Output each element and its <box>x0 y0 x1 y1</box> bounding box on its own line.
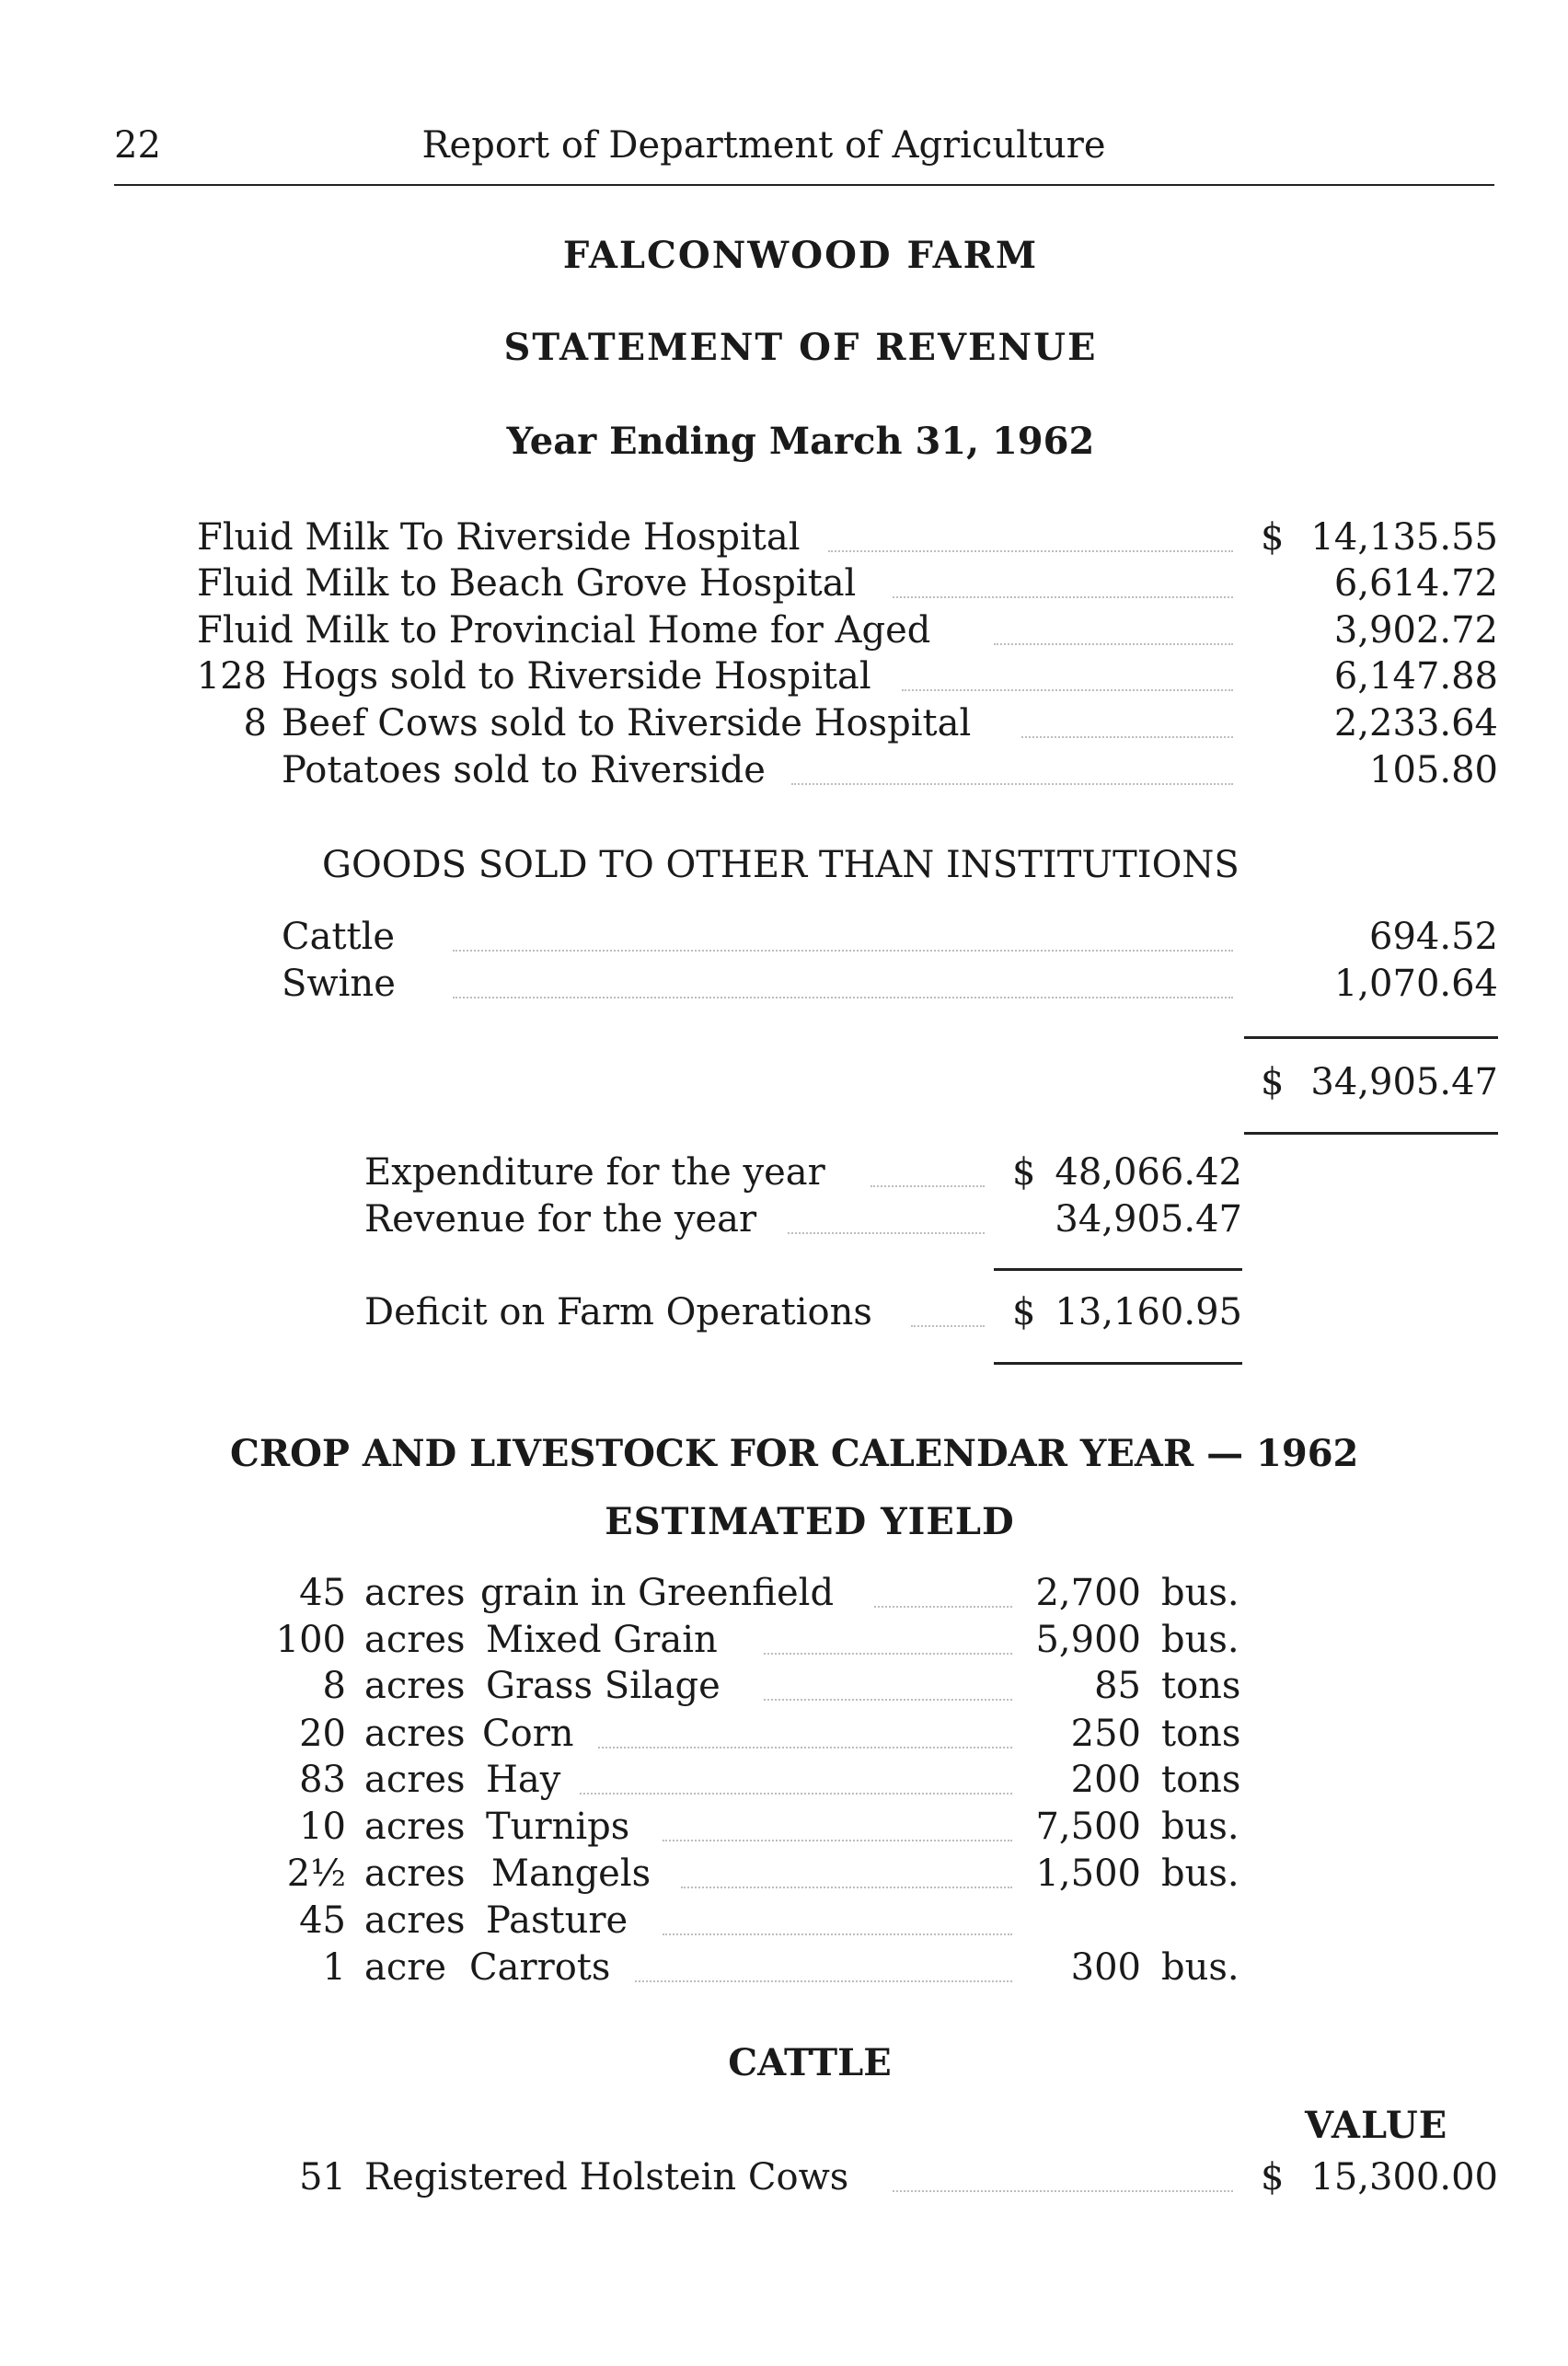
leader-dots <box>764 1653 1012 1655</box>
leader-dots <box>580 1793 1012 1795</box>
crop-acreage: 8 <box>322 1665 346 1707</box>
crop-yield-unit: tons <box>1161 1713 1241 1755</box>
leader-dots <box>598 1747 1012 1749</box>
revenue-desc: Beef Cows sold to Riverside Hospital <box>282 702 972 744</box>
revenue-amount: 2,233.64 <box>1333 702 1498 744</box>
revenue-amount: 6,614.72 <box>1333 562 1498 605</box>
revenue-desc: Potatoes sold to Riverside <box>282 749 766 791</box>
total-currency: $ <box>1261 1061 1285 1103</box>
crop-name: Grass Silage <box>486 1665 721 1707</box>
revenue-desc: Hogs sold to Riverside Hospital <box>282 655 871 698</box>
crop-name: grain in Greenfield <box>480 1572 835 1614</box>
other-goods-amount: 1,070.64 <box>1333 963 1498 1005</box>
crop-name: Mixed Grain <box>486 1619 718 1661</box>
leader-dots <box>663 1840 1012 1841</box>
crop-unit: acres <box>364 1713 466 1755</box>
other-goods-amount: 694.52 <box>1369 916 1498 958</box>
expenditure-label: Expenditure for the year <box>364 1151 825 1194</box>
crop-yield-unit: bus. <box>1161 1852 1239 1895</box>
leader-dots <box>911 1325 985 1327</box>
deficit-currency: $ <box>1012 1291 1036 1333</box>
crop-yield: 250 <box>1070 1713 1141 1755</box>
header-rule <box>114 184 1494 186</box>
crop-name: Hay <box>486 1759 561 1801</box>
cattle-count: 51 <box>299 2156 346 2199</box>
revenue-summary-amount: 34,905.47 <box>1055 1198 1242 1241</box>
cattle-currency: $ <box>1261 2156 1285 2199</box>
crop-name: Corn <box>482 1713 574 1755</box>
leader-dots <box>453 997 1233 998</box>
deficit-rule-bottom <box>994 1362 1242 1365</box>
statement-title: STATEMENT OF REVENUE <box>503 326 1098 369</box>
crop-yield-unit: bus. <box>1161 1572 1239 1614</box>
leader-dots <box>788 1232 985 1234</box>
leader-dots <box>874 1606 1012 1608</box>
revenue-desc: Fluid Milk To Riverside Hospital <box>197 516 801 559</box>
crop-yield-unit: bus. <box>1161 1806 1239 1848</box>
crop-yield: 5,900 <box>1035 1619 1141 1661</box>
leader-dots <box>453 950 1233 952</box>
crop-acreage: 45 <box>299 1572 346 1614</box>
leader-dots <box>663 1933 1012 1935</box>
crop-yield-unit: tons <box>1161 1665 1241 1707</box>
crop-unit: acres <box>364 1665 466 1707</box>
crop-yield: 2,700 <box>1035 1572 1141 1614</box>
crop-subheading: ESTIMATED YIELD <box>605 1500 1015 1543</box>
page-number: 22 <box>114 124 161 167</box>
crop-yield: 200 <box>1070 1759 1141 1801</box>
crop-name: Pasture <box>486 1899 628 1942</box>
deficit-rule-top <box>994 1268 1242 1271</box>
other-goods-desc: Swine <box>282 963 396 1005</box>
crop-yield: 300 <box>1070 1946 1141 1989</box>
crop-unit: acres <box>364 1572 466 1614</box>
period-title: Year Ending March 31, 1962 <box>506 420 1095 463</box>
crop-acreage: 83 <box>299 1759 346 1801</box>
revenue-desc: Fluid Milk to Beach Grove Hospital <box>197 562 857 605</box>
crop-name: Turnips <box>486 1806 630 1848</box>
leader-dots <box>635 1980 1012 1982</box>
revenue-currency: $ <box>1261 516 1285 559</box>
cattle-desc: Registered Holstein Cows <box>364 2156 849 2199</box>
deficit-amount: 13,160.95 <box>1055 1291 1242 1333</box>
expenditure-amount: 48,066.42 <box>1055 1151 1242 1194</box>
crop-yield: 7,500 <box>1035 1806 1141 1848</box>
total-rule-top <box>1244 1036 1498 1039</box>
crop-name: Mangels <box>491 1852 651 1895</box>
running-title: Report of Department of Agriculture <box>421 124 1106 167</box>
leader-dots <box>994 643 1233 645</box>
revenue-summary-label: Revenue for the year <box>364 1198 757 1241</box>
crop-unit: acres <box>364 1619 466 1661</box>
other-goods-desc: Cattle <box>282 916 396 958</box>
leader-dots <box>893 596 1233 598</box>
leader-dots <box>893 2190 1233 2192</box>
crop-acreage: 20 <box>299 1713 346 1755</box>
crop-unit: acres <box>364 1899 466 1942</box>
crop-acreage: 2½ <box>286 1852 346 1895</box>
crop-yield-unit: bus. <box>1161 1619 1239 1661</box>
crop-unit: acre <box>364 1946 447 1989</box>
revenue-qty: 128 <box>196 655 267 698</box>
revenue-desc: Fluid Milk to Provincial Home for Aged <box>197 609 931 652</box>
crop-acreage: 45 <box>299 1899 346 1942</box>
leader-dots <box>1021 736 1233 738</box>
total-rule-bottom <box>1244 1132 1498 1135</box>
crop-yield: 85 <box>1094 1665 1141 1707</box>
crop-name: Carrots <box>469 1946 611 1989</box>
deficit-label: Deficit on Farm Operations <box>364 1291 872 1333</box>
value-heading: VALUE <box>1305 2104 1448 2147</box>
crop-acreage: 1 <box>322 1946 346 1989</box>
leader-dots <box>902 689 1233 691</box>
leader-dots <box>828 550 1233 552</box>
crop-acreage: 10 <box>299 1806 346 1848</box>
leader-dots <box>764 1699 1012 1701</box>
leader-dots <box>681 1887 1012 1888</box>
other-goods-heading: GOODS SOLD TO OTHER THAN INSTITUTIONS <box>322 844 1239 886</box>
crop-unit: acres <box>364 1852 466 1895</box>
leader-dots <box>791 783 1233 785</box>
crop-unit: acres <box>364 1759 466 1801</box>
crop-yield-unit: bus. <box>1161 1946 1239 1989</box>
farm-title: FALCONWOOD FARM <box>562 234 1039 277</box>
expenditure-currency: $ <box>1012 1151 1036 1194</box>
leader-dots <box>870 1185 985 1187</box>
crop-yield: 1,500 <box>1035 1852 1141 1895</box>
revenue-qty: 8 <box>243 702 267 744</box>
revenue-amount: 6,147.88 <box>1333 655 1498 698</box>
cattle-value: 15,300.00 <box>1310 2156 1498 2199</box>
revenue-amount: 105.80 <box>1369 749 1498 791</box>
revenue-amount: 3,902.72 <box>1333 609 1498 652</box>
crop-unit: acres <box>364 1806 466 1848</box>
crop-acreage: 100 <box>275 1619 346 1661</box>
crop-yield-unit: tons <box>1161 1759 1241 1801</box>
revenue-total: 34,905.47 <box>1310 1061 1498 1103</box>
revenue-amount: 14,135.55 <box>1310 516 1498 559</box>
cattle-heading: CATTLE <box>728 2041 892 2084</box>
crop-heading: CROP AND LIVESTOCK FOR CALENDAR YEAR — 1962 <box>230 1432 1359 1475</box>
